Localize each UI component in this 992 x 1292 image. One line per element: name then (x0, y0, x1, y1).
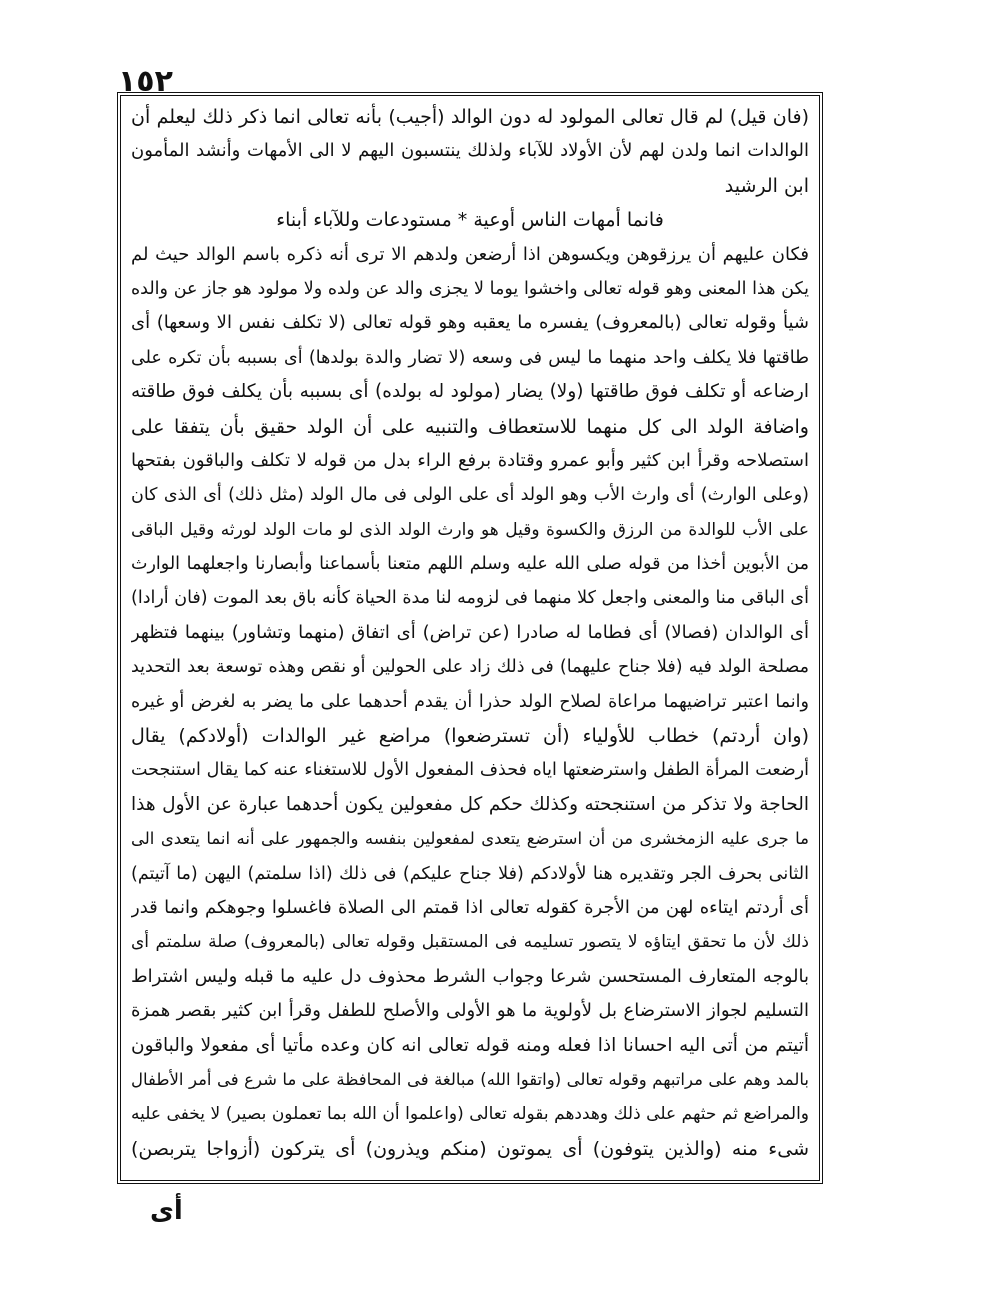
text-line: شيأ وقوله تعالى (بالمعروف) يفسره ما يعقبه وهو قوله تعالى (لا تكلف نفس الا وسعها) أى (131, 312, 809, 334)
text-line: طاقتها فلا يكلف واحد منهما ما ليس فى وسعه (لا تضار والدة بولدها) أى بسببه بأن تكره على (131, 347, 809, 368)
text-line: أى الباقى منا والمعنى واجعل كلا منهما فى لزومه لنا مدة الحياة كأنه باق بعد الموت (فان أرادا) (131, 588, 809, 609)
text-line: أى أردتم ايتاءه لهن من الأجرة كقوله تعالى اذا قمتم الى الصلاة فاغسلوا وجوهكم وانما قدر (131, 896, 809, 918)
catchword: أى (150, 1196, 183, 1226)
verse-line: فانما أمهات الناس أوعية * مستودعات وللآباء أبناء (276, 209, 664, 232)
text-line: ذلك لأن ما تحقق ايتاؤه لا يتصور تسليمه فى المستقبل وقوله تعالى (بالمعروف) صلة سلمتم أى (131, 932, 809, 953)
text-line: (وان أردتم) خطاب للأولياء (أن تسترضعوا) مراضع غير الوالدات (أولادكم) يقال (131, 725, 809, 748)
text-line: أى الوالدان (فصالا) أى فطاما له صادرا (عن تراض) أى اتفاق (منهما وتشاور) بينهما فتظهر (131, 621, 809, 643)
text-line: والمراضع ثم حثهم على ذلك وهددهم بقوله تعالى (واعلموا أن الله بما تعملون بصير) لا يخفى عليه (131, 1104, 809, 1125)
text-line: فكان عليهم أن يرزقوهن ويكسوهن اذا أرضعن ولدهم الا ترى أنه ذكره باسم الوالد حيث لم (131, 243, 809, 265)
text-line: أتيتم من أتى اليه احسانا اذا فعله ومنه قوله تعالى انه كان وعده مأتيا أى مفعولا والباقون (131, 1034, 809, 1056)
text-line: ما جرى عليه الزمخشرى من أن استرضع يتعدى لمفعولين بنفسه والجمهور على أنه انما يتعدى الى (131, 829, 809, 849)
text-line: واضافة الولد الى كل منهما للاستعطاف والتنبيه على أن الولد حقيق بأن يتفقا على (131, 415, 809, 438)
text-line: شىء منه (والذين يتوفون) أى يموتون (منكم ويذرون) أى يتركون (أزواجا يتربصن) (131, 1137, 809, 1160)
text-line: ابن الرشيد (724, 174, 809, 197)
text-line: بالوجه المتعارف المستحسن شرعا وجواب الشرط محذوف دل عليه ما قبله وليس اشتراط (131, 965, 809, 987)
text-line: بالمد وهم على مراتبهم وقوله تعالى (واتقوا الله) مبالغة فى المحافظة على ما شرع فى أمر الأطفال (131, 1069, 809, 1089)
text-line: التسليم لجواز الاسترضاع بل لأولوية ما هو الأولى والأصلح للطفل وقرأ ابن كثير بقصر همزة (131, 1000, 809, 1022)
text-line: أرضعت المرأة الطفل واسترضعتها اياه فحذف المفعول الأول للاستغناء عنه كما يقال استنجحت (131, 760, 809, 781)
page-text (131, 100, 809, 1166)
text-line: على الأب للوالدة من الرزق والكسوة وقيل هو وارث الولد الذى لو مات الولد لورثه وقيل الباقى (131, 519, 809, 540)
text-line: (وعلى الوارث) أى وارث الأب وهو الولد أى على الولى فى مال الولد (مثل ذلك) أى الذى كان (131, 485, 809, 506)
text-line: الثانى بحرف الجر وتقديره هنا لأولادكم (فلا جناح عليكم) فى ذلك (اذا سلمتم) اليهن (ما آتيتم) (131, 863, 809, 884)
page-number: ١٥٢ (118, 64, 173, 99)
text-line: الحاجة ولا تذكر من استنجحته وكذلك حكم كل مفعولين يكون أحدهما عبارة عن الأول هذا (131, 793, 809, 815)
text-line: ارضاعه أو تكلف فوق طاقتها (ولا) يضار (مولود له بولده) أى بسببه بأن يكلف فوق طاقته (131, 381, 809, 403)
text-line: يكن هذا المعنى وهو قوله تعالى واخشوا يوما لا يجزى والد عن ولده ولا مولود هو جاز عن والده (131, 278, 809, 299)
text-line: استصلاحه وقرأ ابن كثير وأبو عمرو وقتادة برفع الراء بدل من قوله لا تكلف والباقون بفتحها (131, 449, 809, 471)
text-line: من الأبوين أخذا من قوله صلى الله عليه وسلم اللهم متعنا بأسماعنا وأبصارنا واجعلهما الوارث (131, 554, 809, 575)
text-line: وانما اعتبر تراضيهما مراعاة لصلاح الولد حذرا أن يقدم أحدهما على ما يضر به لغرض أو غيره (131, 691, 809, 712)
text-line: الوالدات انما ولدن لهم لأن الأولاد للآباء ولذلك ينتسبون اليهم لا الى الأمهات وأنشد المأمون (131, 140, 809, 162)
text-line: (فان قيل) لم قال تعالى المولود له دون الوالد (أجيب) بأنه تعالى انما ذكر ذلك ليعلم أن (131, 106, 809, 128)
text-line: مصلحة الولد فيه (فلا جناح عليهما) فى ذلك زاد على الحولين أو نقص وهذه توسعة بعد التحديد (131, 657, 809, 678)
